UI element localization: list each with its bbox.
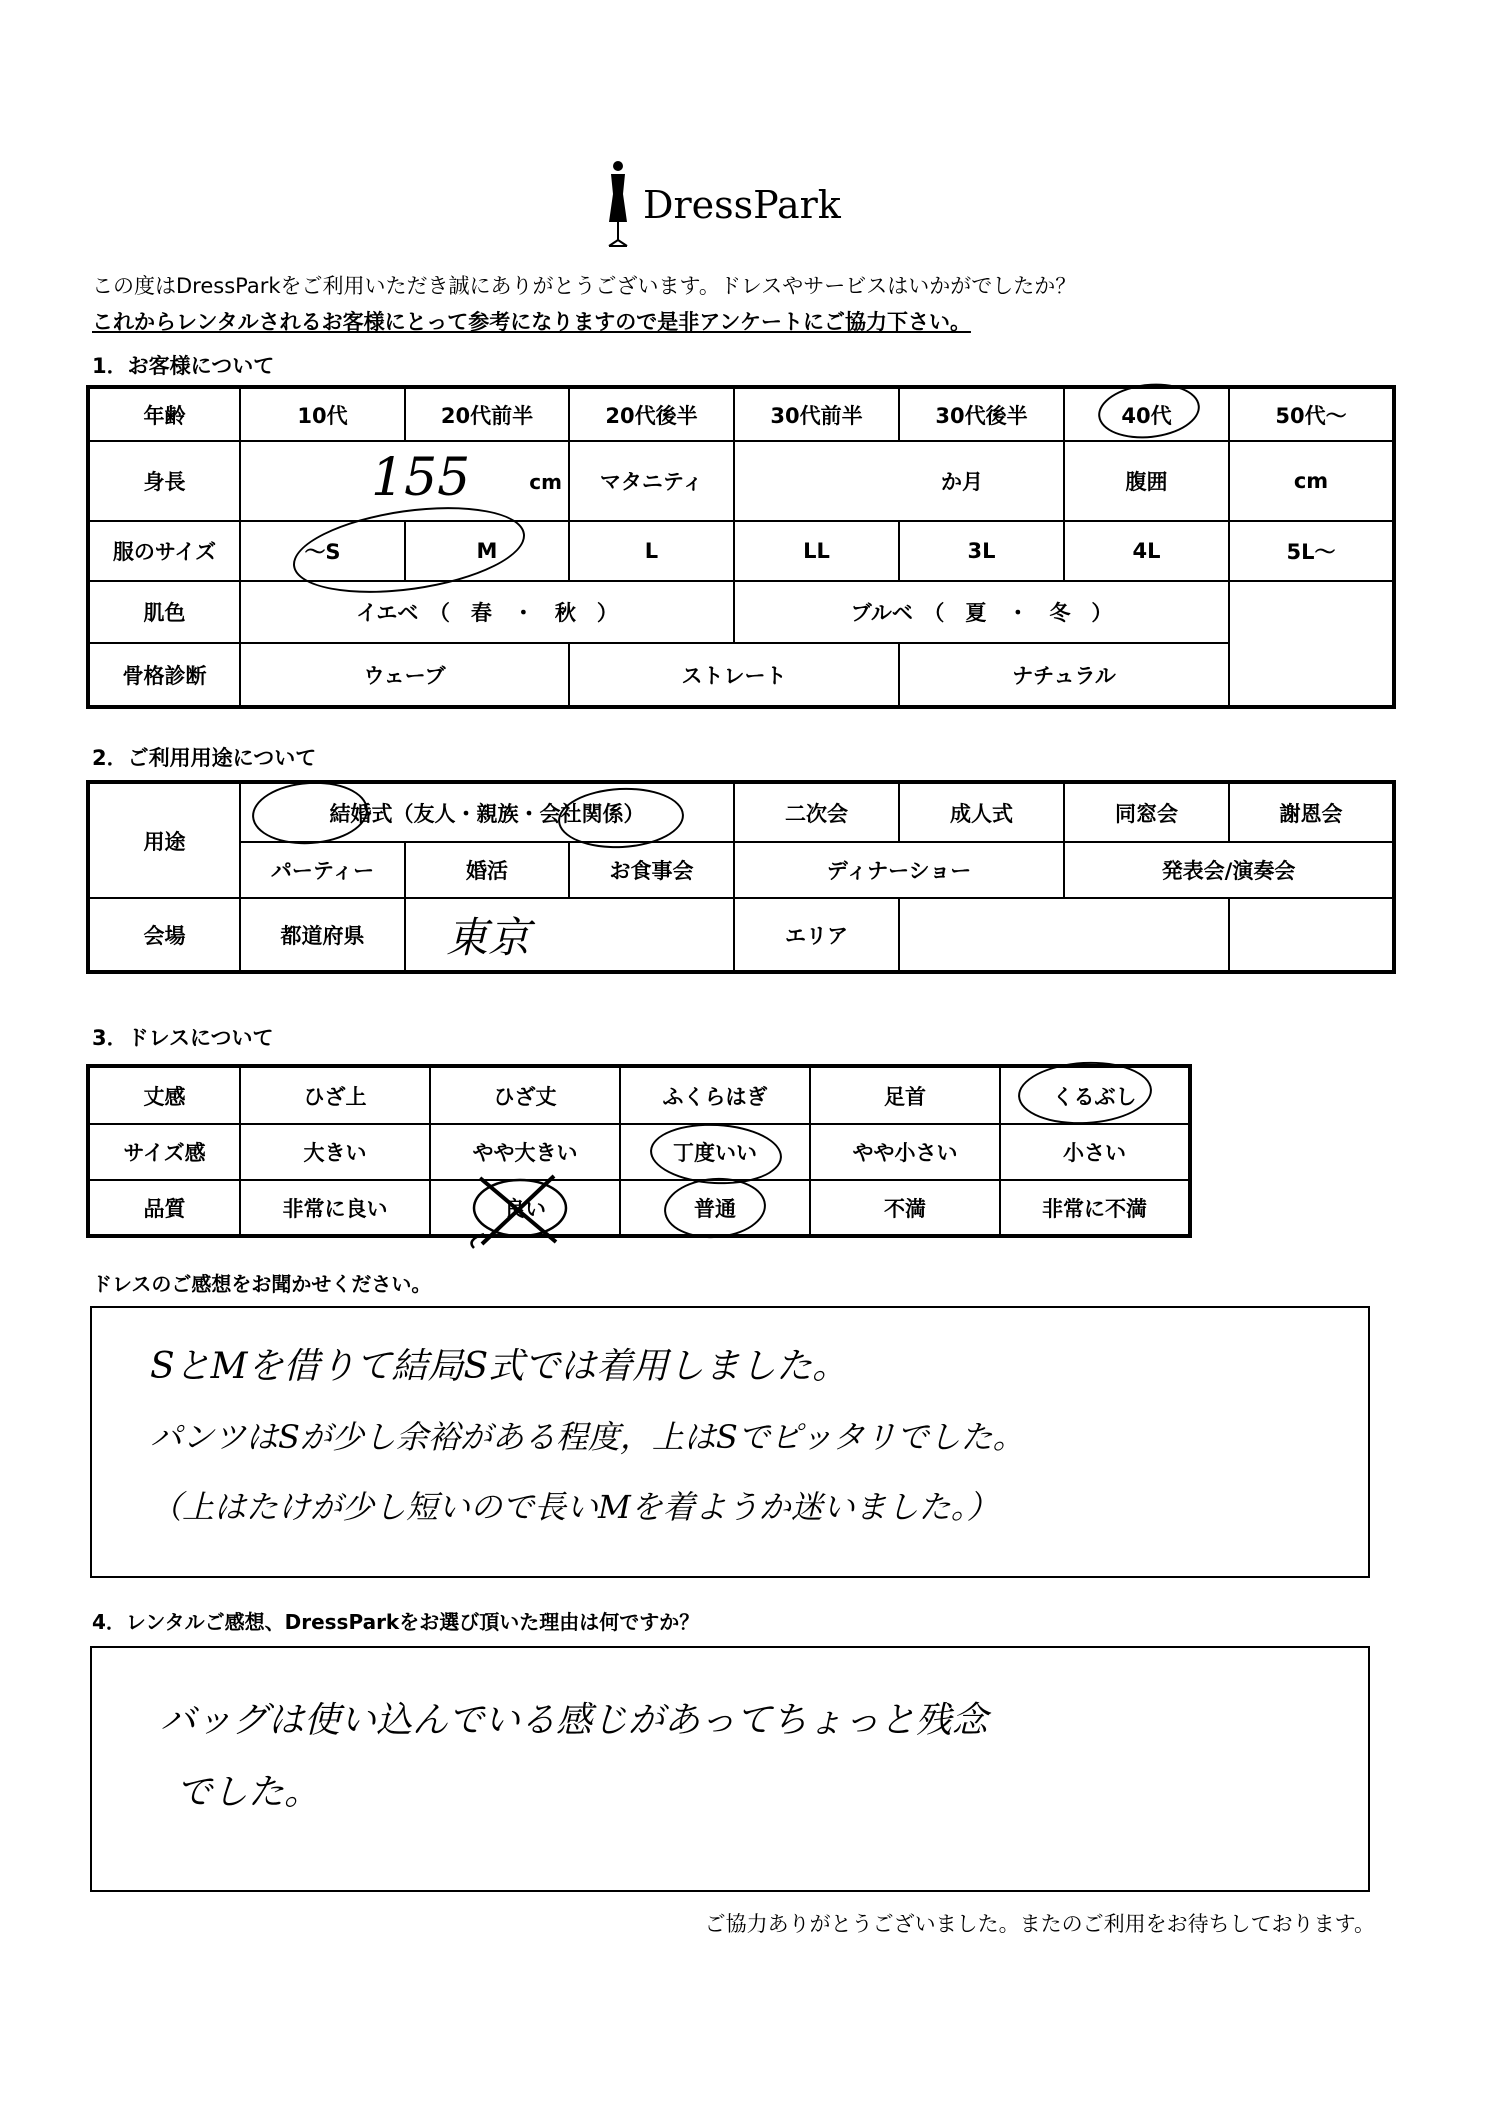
dress-option[interactable]: 非常に不満 (1000, 1180, 1190, 1236)
purpose-option[interactable]: 発表会/演奏会 (1064, 842, 1394, 898)
age-option-selected[interactable]: 40代 (1064, 387, 1229, 441)
dress-option[interactable]: ひざ丈 (430, 1066, 620, 1124)
dress-form-icon (605, 160, 631, 250)
rental-comment-line: でした。 (176, 1772, 321, 1813)
size-option-selected[interactable]: M (405, 521, 569, 581)
height-value: 155 (371, 448, 471, 508)
size-option[interactable]: 3L (899, 521, 1064, 581)
dress-option[interactable]: ふくらはぎ (620, 1066, 810, 1124)
dress-comment-line: SとMを借りて結局S式では着用しました。 (150, 1346, 849, 1387)
dress-option[interactable]: やや大きい (430, 1124, 620, 1180)
purpose-option[interactable]: パーティー (240, 842, 405, 898)
area-label: エリア (734, 898, 899, 972)
purpose-option[interactable]: 婚活 (405, 842, 569, 898)
customer-table (86, 385, 1396, 709)
waist-label: 腹囲 (1064, 441, 1229, 521)
prefecture-label: 都道府県 (240, 898, 405, 972)
intro-line-2: これからレンタルされるお客様にとって参考になりますので是非アンケートにご協力下さい。 (92, 310, 971, 334)
logo (605, 160, 841, 250)
venue-label: 会場 (88, 898, 240, 972)
waist-unit: cm (1293, 469, 1329, 493)
dress-comment-line: （上はたけが少し短いので長いMを着ようか迷いました。） (150, 1488, 999, 1526)
section3-title: 3．ドレスについて (92, 1026, 274, 1050)
dress-option-crossed[interactable]: 良い (430, 1180, 620, 1236)
area-field[interactable] (899, 898, 1229, 972)
dress-option[interactable]: 足首 (810, 1066, 1000, 1124)
age-option[interactable]: 50代～ (1229, 387, 1394, 441)
age-option[interactable]: 30代後半 (899, 387, 1064, 441)
dress-row-label: 品質 (88, 1180, 240, 1236)
height-field[interactable] (240, 441, 569, 521)
dress-option[interactable]: 小さい (1000, 1124, 1190, 1180)
maternity-label: マタニティ (569, 441, 734, 521)
skin-label: 肌色 (88, 581, 240, 643)
purpose-option[interactable]: 成人式 (899, 782, 1064, 842)
age-label: 年齢 (88, 387, 240, 441)
skin-blue-option[interactable]: ブルベ （ 夏 ・ 冬 ） (734, 581, 1229, 643)
dress-option[interactable]: 不満 (810, 1180, 1000, 1236)
frame-option[interactable]: ウェーブ (240, 643, 569, 707)
size-option-selected[interactable]: ～S (240, 521, 405, 581)
section4-title: 4．レンタルご感想、DressParkをお選び頂いた理由は何ですか？ (92, 1610, 700, 1634)
frame-label: 骨格診断 (88, 643, 240, 707)
size-label: 服のサイズ (88, 521, 240, 581)
dress-row-label: 丈感 (88, 1066, 240, 1124)
skin-yellow-option[interactable]: イエベ （ 春 ・ 秋 ） (240, 581, 734, 643)
section1-title: 1．お客様について (92, 354, 275, 378)
age-option[interactable]: 10代 (240, 387, 405, 441)
rental-comment-line: バッグは使い込んでいる感じがあってちょっと残念 (160, 1700, 988, 1741)
size-option[interactable]: 4L (1064, 521, 1229, 581)
dress-option-selected[interactable]: 丁度いい (620, 1124, 810, 1180)
frame-option[interactable]: ナチュラル (899, 643, 1229, 707)
dress-option[interactable]: ひざ上 (240, 1066, 430, 1124)
maternity-unit: か月 (941, 470, 983, 494)
size-option[interactable]: 5L～ (1229, 521, 1394, 581)
dress-option-selected[interactable]: 普通 (620, 1180, 810, 1236)
age-option[interactable]: 20代前半 (405, 387, 569, 441)
empty-cell (1229, 898, 1394, 972)
frame-option[interactable]: ストレート (569, 643, 899, 707)
closing-message: ご協力ありがとうございました。またのご利用をお待ちしております。 (704, 1912, 1375, 1936)
size-option[interactable]: LL (734, 521, 899, 581)
dress-option-selected[interactable]: くるぶし (1000, 1066, 1190, 1124)
dress-option[interactable]: 非常に良い (240, 1180, 430, 1236)
size-option[interactable]: L (569, 521, 734, 581)
height-label: 身長 (88, 441, 240, 521)
purpose-option[interactable]: お食事会 (569, 842, 734, 898)
purpose-wedding[interactable]: 結婚式（友人・親族・会社関係） (240, 782, 734, 842)
dress-comment-line: パンツはSが少し余裕がある程度，上はSでピッタリでした。 (150, 1418, 1025, 1456)
dress-comment-prompt: ドレスのご感想をお聞かせください。 (92, 1272, 432, 1296)
purpose-option[interactable]: 二次会 (734, 782, 899, 842)
intro-line-1: この度はDressParkをご利用いただき誠にありがとうございます。ドレスやサービスはいかがでしたか？ (92, 274, 1077, 298)
maternity-field[interactable] (734, 441, 1064, 521)
height-unit: cm (529, 470, 562, 494)
prefecture-value: 東京 (446, 912, 531, 962)
logo-text: DressPark (643, 183, 841, 227)
age-option[interactable]: 30代前半 (734, 387, 899, 441)
dress-option[interactable]: やや小さい (810, 1124, 1000, 1180)
purpose-option[interactable]: 謝恩会 (1229, 782, 1394, 842)
dress-option[interactable]: 大きい (240, 1124, 430, 1180)
section2-title: 2．ご利用用途について (92, 746, 317, 770)
purpose-option[interactable]: ディナーショー (734, 842, 1064, 898)
dress-row-label: サイズ感 (88, 1124, 240, 1180)
purpose-label: 用途 (88, 782, 240, 898)
prefecture-field[interactable] (405, 898, 734, 972)
empty-cell (1229, 643, 1394, 707)
waist-field[interactable] (1229, 441, 1394, 521)
age-option[interactable]: 20代後半 (569, 387, 734, 441)
purpose-option[interactable]: 同窓会 (1064, 782, 1229, 842)
empty-cell (1229, 581, 1394, 643)
cross-out-mark (462, 1168, 572, 1250)
